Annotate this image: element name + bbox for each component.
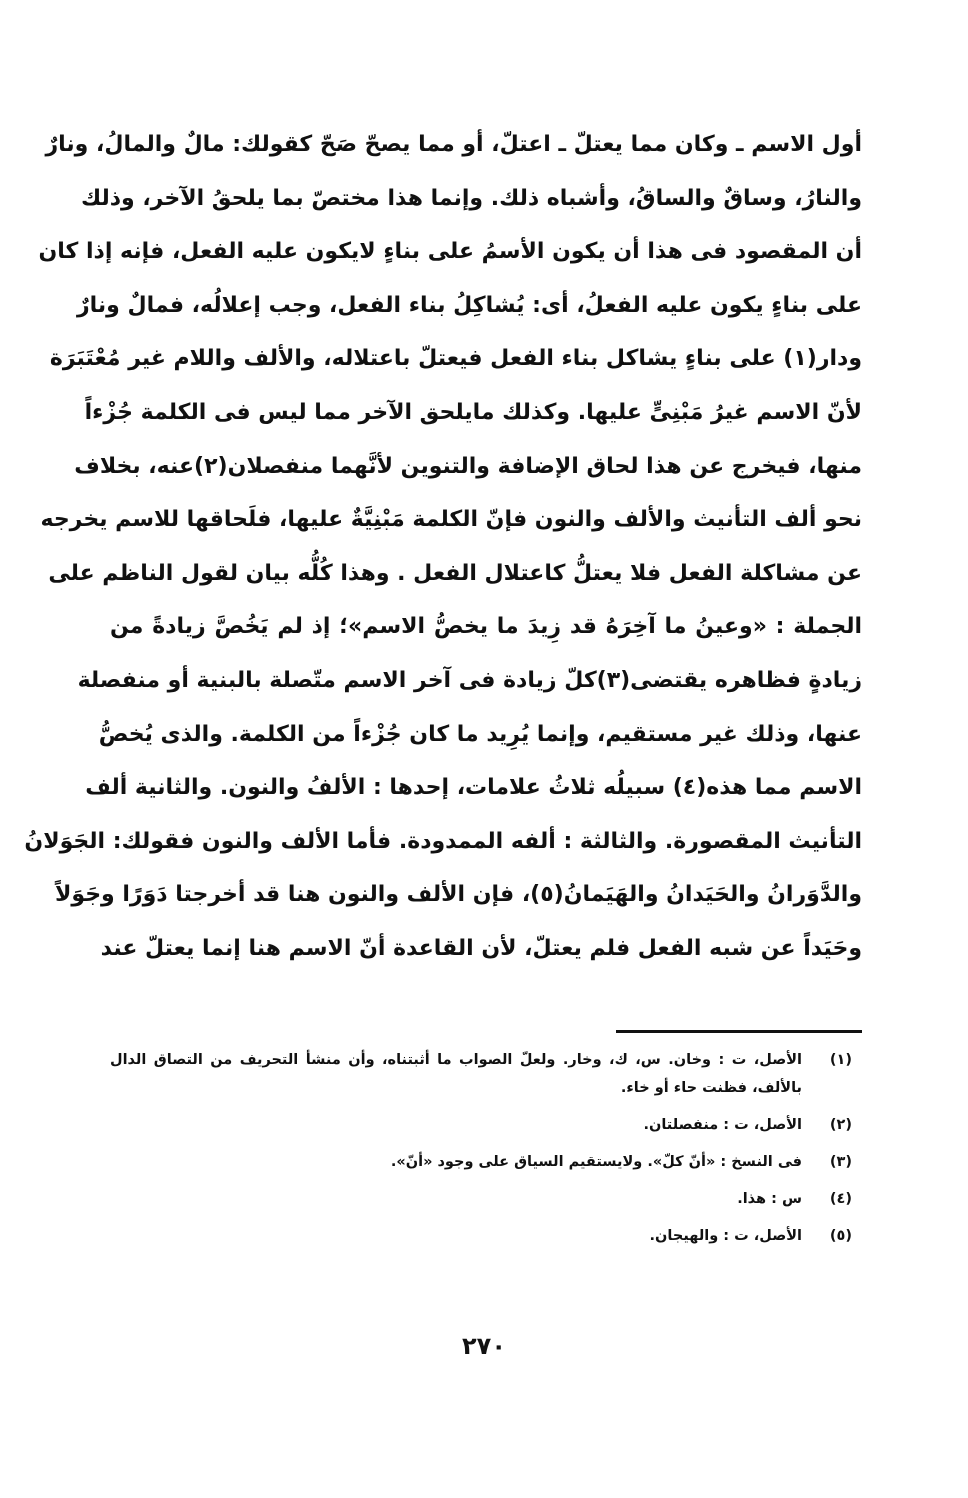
footnote-text: الأصل، ت : منفصلتان. — [643, 1117, 802, 1133]
page-number: ٢٧٠ — [462, 1332, 506, 1360]
text-line: الاسم مما هذه(٤) سبيلُه ثلاثُ علامات، إحدها : الألفُ والنون. والثانية ألف — [85, 775, 862, 801]
text-line: على بناءٍ يكون عليه الفعلُ، أى: يُشاكِلُ بناء الفعل، وجب إعلالُه، فمالٌ ونارٌ — [77, 292, 862, 318]
footnote-number: (٣) — [829, 1154, 852, 1170]
footnote-item — [110, 1222, 862, 1250]
text-line: لأنّ الاسم غيرُ مَبْنِىٍّ عليها. وكذلك مايلحق الآخر مما ليس فى الكلمة جُزْءاً — [84, 399, 862, 425]
footnote-number: (٥) — [829, 1228, 852, 1244]
text-line: ودار(١) على بناءٍ يشاكل بناء الفعل فيعتلّ باعتلاله، والألف واللام غير مُعْتَبَرَة — [49, 346, 862, 372]
footnote-text: الأصل، ت : والهيجان. — [649, 1228, 802, 1244]
footnote-text: فى النسخ : «أنّ كلّ». ولايستقيم السياق على وجود «أنّ». — [390, 1154, 802, 1170]
text-line: أن المقصود فى هذا أن يكون الأسمُ على بناءٍ لايكون عليه الفعل، فإنه إذا كان — [38, 239, 862, 265]
footnote-item — [110, 1185, 862, 1213]
footnote-number: (٤) — [829, 1191, 852, 1207]
footnotes-section — [110, 1046, 862, 1259]
footnote-item — [110, 1111, 862, 1139]
text-line: نحو ألف التأنيث والألف والنون فإنّ الكلمة مَبْنِيَّةٌ عليها، فلَحاقها للاسم يخرجه — [40, 507, 862, 533]
text-line: منها، فيخرج عن هذا لحاق الإضافة والتنوين لأنَّهما منفصلان(٢)عنه، بخلاف — [74, 453, 862, 479]
footnote-text: الأصل، ت : وخان. س، ك، وخار. ولعلّ الصواب ما أثبتناه، وأن منشأ التحريف من التصاق الدال بالألف، فظنت حاء أو خاء. — [110, 1052, 802, 1096]
text-line: عن مشاكلة الفعل فلا يعتلُّ كاعتلال الفعل . وهذا كُلُّه بيان لقول الناظم على — [48, 560, 862, 586]
text-line: التأنيث المقصورة. والثالثة : ألفه الممدودة. فأما الألف والنون فقولك: الجَوَلانُ — [24, 828, 862, 854]
footnote-number: (٢) — [829, 1117, 852, 1133]
text-line: الجملة : «وعينُ ما آخِرَهُ قد زِيدَ ما يخصُّ الاسم»؛ إذ لم يَخُصَّ زيادةً من — [110, 614, 862, 640]
footnote-item — [110, 1046, 862, 1102]
text-line: زيادةٍ فظاهره يقتضى(٣)كلّ زيادة فى آخر الاسم متّصلة بالبنية أو منفصلة — [77, 667, 862, 693]
text-line: أول الاسم ـ وكان مما يعتلّ ـ اعتلّ، أو مما يصحّ صَحّ كقولك: مالٌ والمالُ، ونارٌ — [45, 132, 862, 157]
text-line: والدَّوَرانُ والحَيَدانُ والهَيَمانُ(٥)، فإن الألف والنون هنا قد أخرجتا دَوَرًا وجَوَلاً — [55, 882, 862, 908]
text-line: وحَيَداً عن شبه الفعل فلم يعتلّ، لأن القاعدة أنّ الاسم هنا إنما يعتلّ عند — [100, 935, 862, 961]
text-line: والنارُ، وساقٌ والساقُ، وأشباه ذلك. وإنما هذا مختصّ بما يلحقُ الآخر، وذلك — [80, 185, 862, 211]
main-text-block — [24, 118, 862, 976]
footnote-separator-rule — [616, 1030, 862, 1033]
footnote-item — [110, 1148, 862, 1176]
footnote-number: (١) — [829, 1052, 852, 1068]
text-line: عنها، وذلك غير مستقيم، وإنما يُرِيد ما كان جُزْءاً من الكلمة. والذى يُخصُّ — [98, 721, 862, 747]
footnote-text: س : هذا. — [737, 1191, 802, 1207]
